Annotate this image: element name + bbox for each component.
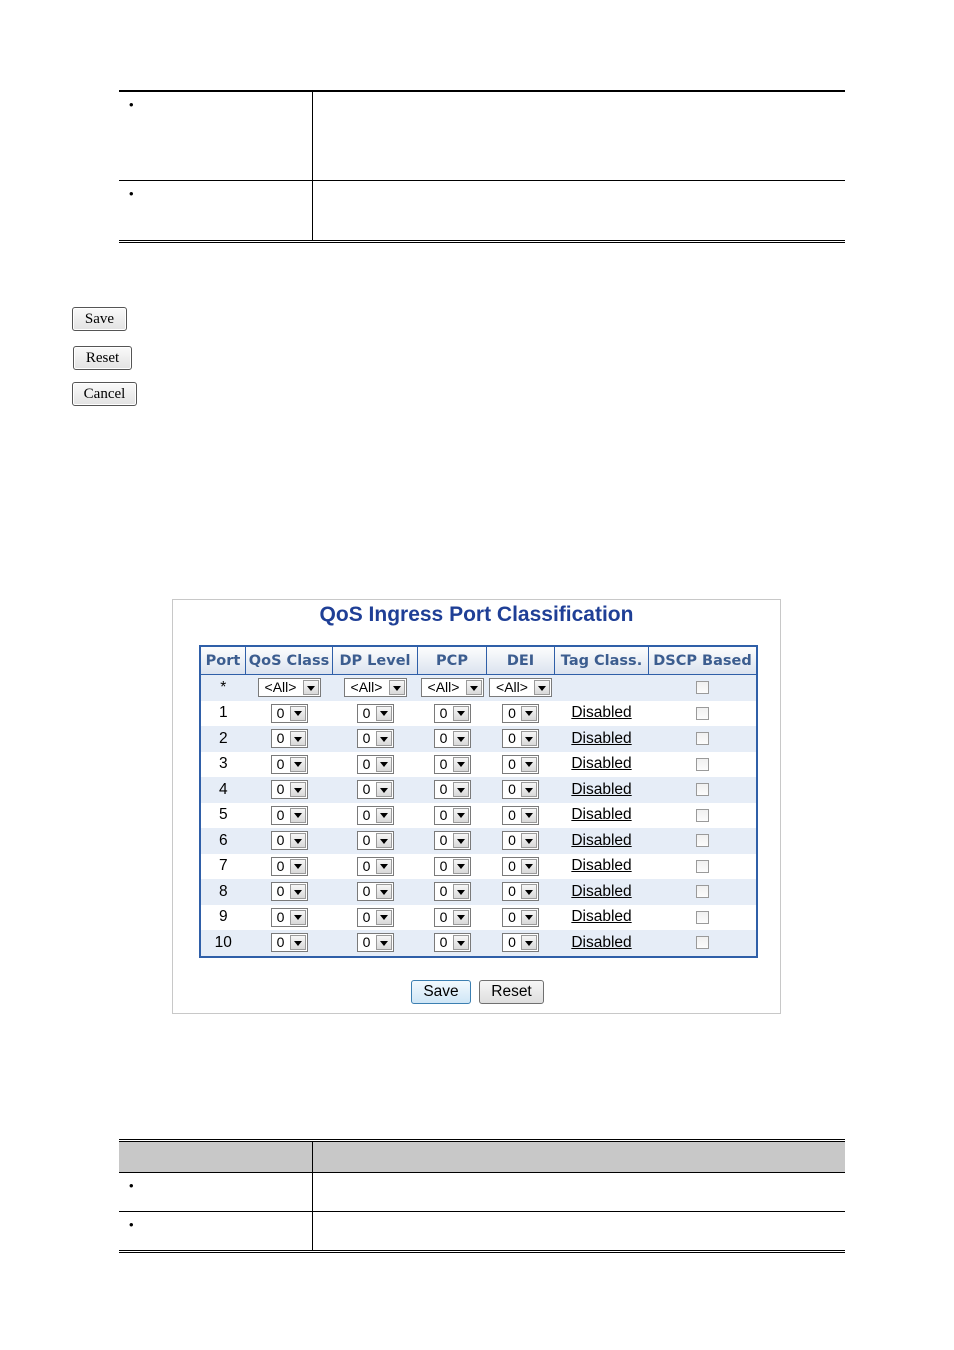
select-value: 0 — [276, 755, 285, 772]
header-qos-class: QoS Class — [246, 646, 333, 675]
dscp-based-checkbox[interactable] — [696, 936, 709, 949]
table-row — [200, 803, 757, 829]
pcp-select[interactable] — [434, 831, 471, 850]
qos-ingress-panel — [172, 599, 781, 1014]
save-button[interactable]: Save — [411, 980, 471, 1004]
reset-button[interactable]: Reset — [73, 346, 132, 370]
pcp-select[interactable] — [434, 857, 471, 876]
parameter-description — [313, 181, 846, 242]
chevron-down-icon — [453, 757, 469, 772]
chevron-down-icon — [521, 859, 537, 874]
bullet: • — [129, 97, 134, 112]
qos-class-select[interactable] — [271, 831, 308, 850]
chevron-down-icon — [453, 808, 469, 823]
dp-level-all-select[interactable] — [344, 678, 407, 697]
port-cell: 5 — [218, 806, 228, 824]
chevron-down-icon — [290, 782, 306, 797]
wildcard-row — [200, 675, 757, 701]
chevron-down-icon — [521, 757, 537, 772]
select-value: 0 — [276, 908, 285, 925]
pcp-select[interactable] — [434, 704, 471, 723]
dei-all-select[interactable] — [489, 678, 552, 697]
select-value: 0 — [439, 806, 448, 823]
dp-level-select[interactable] — [357, 933, 394, 952]
qos-class-select[interactable] — [271, 882, 308, 901]
dp-level-select[interactable] — [357, 806, 394, 825]
dei-select[interactable] — [502, 933, 539, 952]
table-row — [200, 905, 757, 931]
select-value: 0 — [508, 755, 516, 772]
port-cell: 8 — [200, 879, 246, 905]
select-value: 0 — [439, 704, 448, 721]
select-value: 0 — [439, 883, 448, 900]
page-title: QoS Ingress Port Classification — [319, 603, 634, 626]
header-description — [313, 1141, 846, 1173]
chevron-down-icon — [376, 706, 392, 721]
tag-class-cell — [555, 675, 649, 701]
header-pcp: PCP — [418, 646, 487, 675]
table-row — [200, 930, 757, 957]
chevron-down-icon — [453, 731, 469, 746]
chevron-down-icon — [290, 757, 306, 772]
chevron-down-icon — [290, 706, 306, 721]
tag-class-link[interactable]: Disabled — [571, 704, 632, 722]
tag-class-link[interactable]: Disabled — [571, 908, 632, 926]
parameter-table-top — [119, 90, 845, 243]
table-row — [200, 726, 757, 752]
chevron-down-icon — [521, 808, 537, 823]
select-value: 0 — [362, 934, 371, 951]
dscp-based-checkbox[interactable] — [696, 783, 709, 796]
select-value: 0 — [439, 755, 448, 772]
dei-select[interactable] — [502, 780, 539, 799]
qos-class-select[interactable] — [271, 933, 308, 952]
select-value: 0 — [362, 832, 371, 849]
chevron-down-icon — [376, 910, 392, 925]
chevron-down-icon — [453, 782, 469, 797]
chevron-down-icon — [521, 833, 537, 848]
chevron-down-icon — [303, 680, 319, 695]
port-cell: 1 — [218, 704, 228, 722]
table-row — [200, 752, 757, 778]
select-value: 0 — [362, 857, 371, 874]
table-header-row — [119, 1141, 845, 1173]
pcp-select[interactable] — [434, 755, 471, 774]
port-cell: 4 — [200, 777, 246, 803]
chevron-down-icon — [290, 910, 306, 925]
bullet: • — [129, 1217, 134, 1232]
dei-select[interactable] — [502, 704, 539, 723]
port-cell: 10 — [200, 930, 246, 957]
chevron-down-icon — [521, 731, 537, 746]
select-value: 0 — [276, 934, 285, 951]
tag-class-link[interactable]: Disabled — [571, 831, 632, 849]
chevron-down-icon — [466, 680, 482, 695]
dscp-based-checkbox[interactable] — [696, 732, 709, 745]
port-cell: * — [200, 675, 246, 701]
chevron-down-icon — [376, 782, 392, 797]
select-value: 0 — [508, 781, 516, 798]
qos-class-select[interactable] — [271, 780, 308, 799]
chevron-down-icon — [453, 706, 469, 721]
select-value: 0 — [508, 730, 516, 747]
parameter-description — [313, 1212, 846, 1252]
dscp-based-checkbox[interactable] — [696, 809, 709, 822]
parameter-description — [313, 1173, 846, 1212]
dscp-based-checkbox[interactable] — [696, 885, 709, 898]
qos-class-select[interactable] — [271, 857, 308, 876]
dp-level-select[interactable] — [357, 831, 394, 850]
dp-level-select[interactable] — [357, 857, 394, 876]
chevron-down-icon — [376, 757, 392, 772]
dscp-based-checkbox[interactable] — [696, 911, 709, 924]
select-value: 0 — [362, 755, 371, 772]
header-tag-class: Tag Class. — [555, 646, 649, 675]
dscp-based-checkbox[interactable] — [696, 707, 709, 720]
pcp-select[interactable] — [434, 806, 471, 825]
dei-select[interactable] — [502, 857, 539, 876]
chevron-down-icon — [521, 910, 537, 925]
bullet: • — [129, 1178, 134, 1193]
pcp-select[interactable] — [434, 729, 471, 748]
select-value: 0 — [362, 730, 371, 747]
header-dei: DEI — [487, 646, 555, 675]
select-value: 0 — [439, 908, 448, 925]
select-value: 0 — [276, 857, 285, 874]
table-row — [200, 777, 757, 803]
table-header-row — [200, 646, 757, 675]
select-value: 0 — [362, 781, 371, 798]
dei-select[interactable] — [502, 729, 539, 748]
chevron-down-icon — [290, 935, 306, 950]
tag-class-link[interactable]: Disabled — [571, 882, 632, 900]
qos-port-table — [199, 645, 758, 958]
pcp-select[interactable] — [434, 933, 471, 952]
select-value: 0 — [439, 857, 448, 874]
select-value: 0 — [276, 730, 285, 747]
chevron-down-icon — [534, 680, 550, 695]
table-row — [200, 828, 757, 854]
chevron-down-icon — [376, 884, 392, 899]
pcp-all-select[interactable] — [421, 678, 484, 697]
chevron-down-icon — [521, 935, 537, 950]
select-value: 0 — [276, 781, 285, 798]
select-value: 0 — [439, 934, 448, 951]
select-value: <All> — [496, 679, 528, 696]
chevron-down-icon — [376, 808, 392, 823]
chevron-down-icon — [290, 833, 306, 848]
parameter-row — [119, 1173, 845, 1212]
dei-select[interactable] — [502, 755, 539, 774]
port-cell: 2 — [200, 726, 246, 752]
qos-class-all-select[interactable] — [258, 678, 321, 697]
port-cell: 9 — [218, 908, 228, 926]
chevron-down-icon — [453, 935, 469, 950]
dp-level-select[interactable] — [357, 882, 394, 901]
header-port: Port — [200, 646, 246, 675]
table-row — [200, 701, 757, 727]
table-row — [200, 879, 757, 905]
dp-level-select[interactable] — [357, 780, 394, 799]
dei-select[interactable] — [502, 882, 539, 901]
chevron-down-icon — [290, 808, 306, 823]
select-value: 0 — [276, 806, 285, 823]
select-value: 0 — [508, 832, 516, 849]
header-dscp-based: DSCP Based — [649, 646, 758, 675]
select-value: 0 — [362, 704, 371, 721]
parameter-table-bottom — [119, 1139, 845, 1253]
select-value: 0 — [508, 857, 516, 874]
dp-level-select[interactable] — [357, 908, 394, 927]
select-value: 0 — [508, 934, 516, 951]
port-cell: 7 — [218, 857, 228, 875]
dscp-based-checkbox[interactable] — [696, 758, 709, 771]
select-value: 0 — [439, 781, 448, 798]
port-cell: 6 — [200, 828, 246, 854]
qos-class-select[interactable] — [271, 729, 308, 748]
dscp-based-checkbox[interactable] — [696, 834, 709, 847]
select-value: 0 — [508, 704, 516, 721]
qos-class-select[interactable] — [271, 908, 308, 927]
chevron-down-icon — [453, 910, 469, 925]
port-cell: 3 — [218, 755, 228, 773]
parameter-row — [119, 91, 845, 181]
header-object — [119, 1141, 313, 1173]
dei-select[interactable] — [502, 831, 539, 850]
dp-level-select[interactable] — [357, 755, 394, 774]
select-value: 0 — [439, 832, 448, 849]
select-value: 0 — [276, 832, 285, 849]
chevron-down-icon — [453, 884, 469, 899]
dp-level-select[interactable] — [357, 704, 394, 723]
chevron-down-icon — [453, 833, 469, 848]
parameter-row — [119, 181, 845, 242]
tag-class-link[interactable]: Disabled — [571, 780, 632, 798]
dscp-based-checkbox[interactable] — [696, 860, 709, 873]
chevron-down-icon — [290, 884, 306, 899]
chevron-down-icon — [290, 731, 306, 746]
dp-level-select[interactable] — [357, 729, 394, 748]
select-value: <All> — [427, 679, 460, 696]
chevron-down-icon — [376, 859, 392, 874]
select-value: 0 — [276, 704, 285, 721]
table-row — [200, 854, 757, 880]
select-value: <All> — [264, 679, 297, 696]
cancel-button[interactable]: Cancel — [72, 382, 137, 406]
select-value: 0 — [439, 730, 448, 747]
qos-class-select[interactable] — [271, 704, 308, 723]
select-value: 0 — [508, 883, 516, 900]
pcp-select[interactable] — [434, 908, 471, 927]
parameter-row — [119, 1212, 845, 1252]
select-value: 0 — [508, 806, 516, 823]
select-value: 0 — [362, 908, 371, 925]
chevron-down-icon — [376, 731, 392, 746]
bullet: • — [129, 186, 134, 201]
chevron-down-icon — [521, 782, 537, 797]
chevron-down-icon — [376, 833, 392, 848]
chevron-down-icon — [453, 859, 469, 874]
reset-button[interactable]: Reset — [479, 980, 544, 1004]
select-value: 0 — [276, 883, 285, 900]
dscp-based-all-checkbox[interactable] — [696, 681, 709, 694]
chevron-down-icon — [376, 935, 392, 950]
save-button[interactable]: Save — [72, 307, 127, 331]
qos-class-select[interactable] — [271, 755, 308, 774]
select-value: 0 — [362, 806, 371, 823]
dei-select[interactable] — [502, 908, 539, 927]
tag-class-link[interactable]: Disabled — [571, 857, 632, 875]
header-dp-level: DP Level — [333, 646, 418, 675]
chevron-down-icon — [521, 706, 537, 721]
select-value: 0 — [508, 908, 516, 925]
chevron-down-icon — [389, 680, 405, 695]
qos-class-select[interactable] — [271, 806, 308, 825]
tag-class-link[interactable]: Disabled — [571, 806, 632, 824]
dei-select[interactable] — [502, 806, 539, 825]
tag-class-link[interactable]: Disabled — [571, 933, 632, 951]
pcp-select[interactable] — [434, 780, 471, 799]
parameter-description — [313, 91, 846, 181]
select-value: 0 — [362, 883, 371, 900]
chevron-down-icon — [290, 859, 306, 874]
tag-class-link[interactable]: Disabled — [571, 755, 632, 773]
pcp-select[interactable] — [434, 882, 471, 901]
select-value: <All> — [350, 679, 383, 696]
tag-class-link[interactable]: Disabled — [571, 729, 632, 747]
chevron-down-icon — [521, 884, 537, 899]
